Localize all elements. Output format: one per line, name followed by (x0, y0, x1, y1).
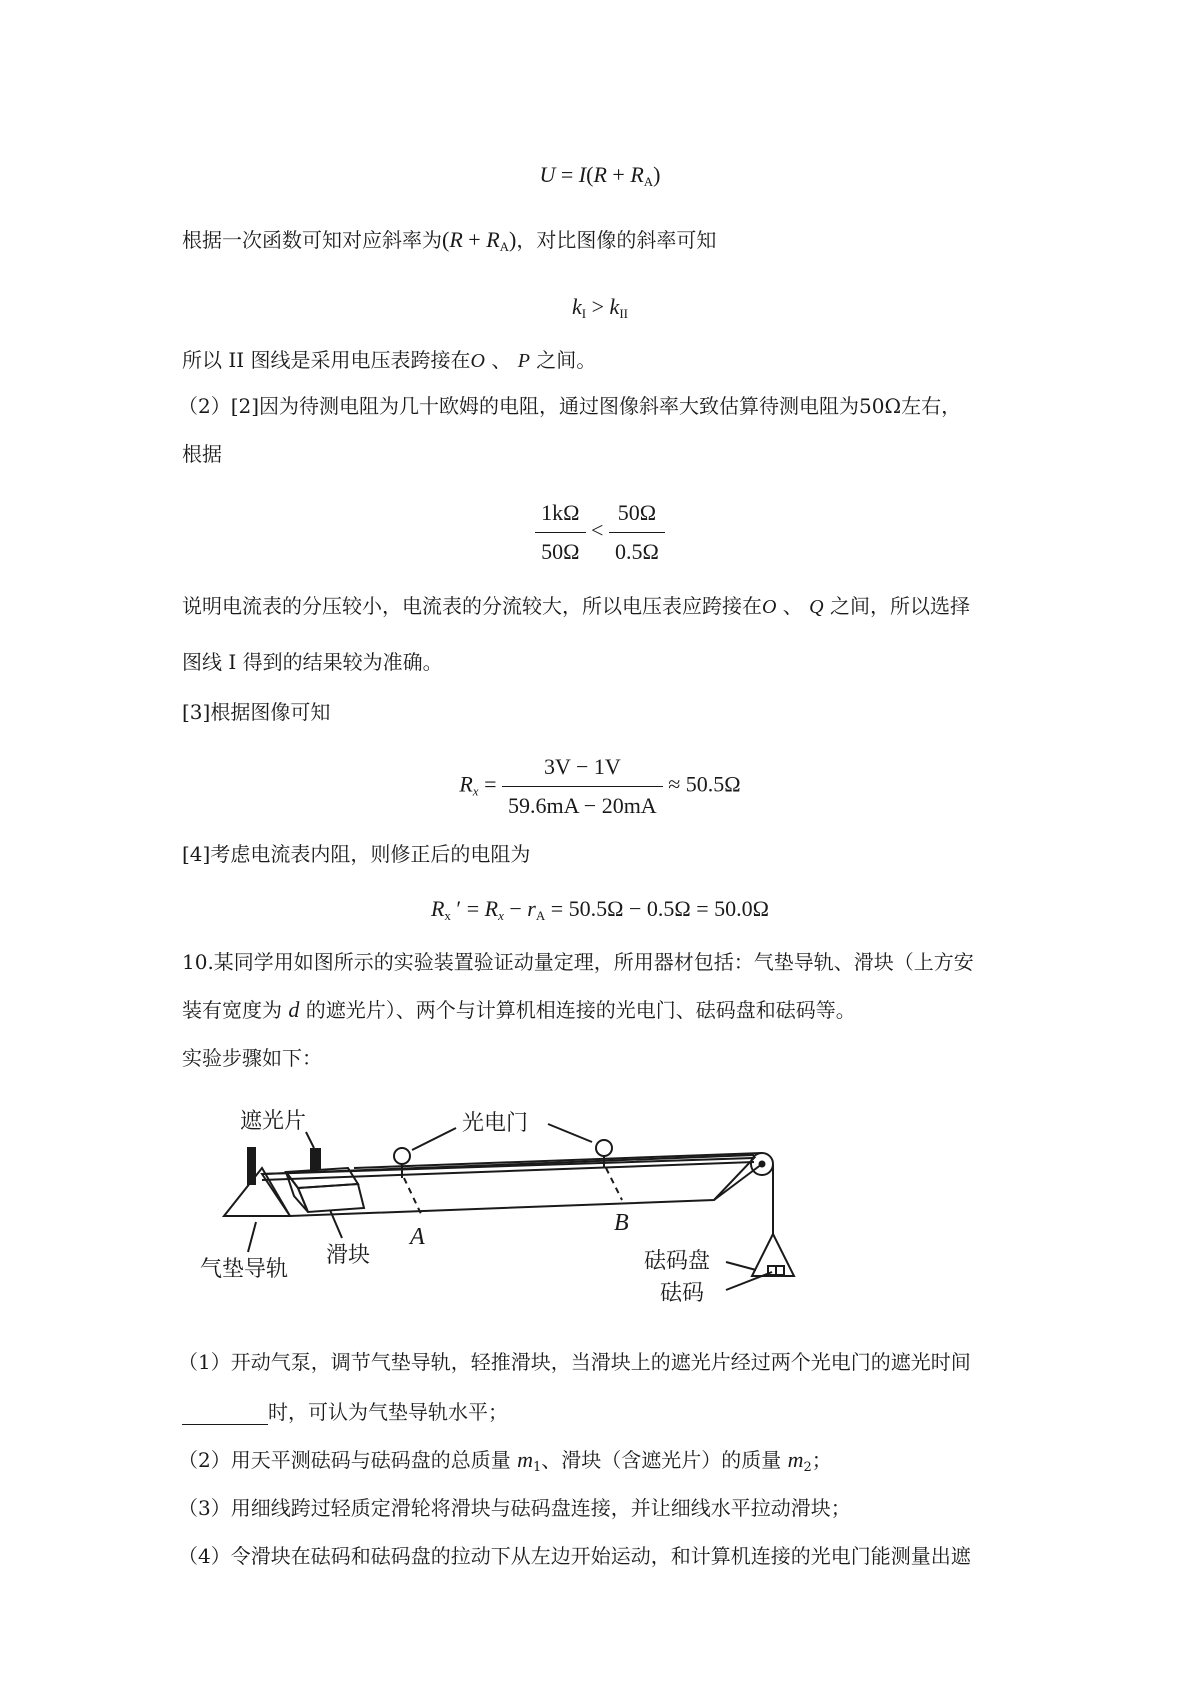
question-10-line2: 装有宽度为 d 的遮光片）、两个与计算机相连接的光电门、砝码盘和砝码等。 (182, 997, 856, 1022)
equation-rx: $R_x$ = $\frac{3V - 1V}{59.6mA - 20mA}$ ≈ 50.5Ω (459, 754, 741, 818)
fraction-left: $\frac{1k\Omega}{50\Omega}$ (535, 500, 585, 565)
paragraph-according: 根据 (182, 442, 222, 466)
paragraph-part3: [3]根据图像可知 (182, 700, 331, 724)
paragraph-conclusion: 说明电流表的分压较小，电流表的分流较大，所以电压表应跨接在O 、 Q 之间，所以选择 (182, 594, 970, 618)
step-1-line1: （1）开动气泵，调节气垫导轨，轻推滑块，当滑块上的遮光片经过两个光电门的遮光时间 (178, 1350, 971, 1374)
equation-ohm: $U = I(R + R_A)$ (539, 162, 661, 189)
label-weights: 砝码 (660, 1281, 705, 1306)
step-1-line2: 时，可认为气垫导轨水平； (182, 1398, 508, 1426)
pulley-bracket (714, 1164, 762, 1200)
leader-gate-a (412, 1128, 456, 1150)
step-3: （3）用细线跨过轻质定滑轮将滑块与砝码盘连接，并让细线水平拉动滑块； (178, 1496, 851, 1520)
label-b: B (614, 1210, 629, 1236)
step-4: （4）令滑块在砝码和砝码盘的拉动下从左边开始运动，和计算机连接的光电门能测量出遮 (178, 1544, 971, 1568)
fraction-rx: $\frac{3V - 1V}{59.6mA - 20mA}$ (502, 754, 663, 819)
label-photogate: 光电门 (462, 1111, 529, 1136)
photogate-b-dashed (606, 1168, 622, 1200)
photogate-a-dashed (404, 1178, 422, 1216)
answer-blank[interactable] (182, 1402, 268, 1425)
paragraph-slope: 根据一次函数可知对应斜率为$(R + R_A)$，对比图像的斜率可知 (182, 227, 717, 254)
slider-front (298, 1184, 364, 1212)
photogate-b (596, 1140, 612, 1156)
label-shading-plate: 遮光片 (240, 1109, 307, 1134)
label-air-track: 气垫导轨 (200, 1257, 289, 1282)
rail-support (224, 1168, 290, 1216)
paragraph-line-i: 图线 I 得到的结果较为准确。 (182, 650, 443, 674)
label-weight-pan: 砝码盘 (644, 1249, 711, 1274)
leader-shade (306, 1132, 314, 1148)
shading-plate (311, 1149, 320, 1169)
fraction-right: $\frac{50\Omega}{0.5\Omega}$ (609, 500, 665, 565)
pulley-axle (760, 1162, 765, 1167)
air-track-rail (262, 1158, 754, 1216)
leader-pan (726, 1262, 756, 1270)
label-a: A (410, 1224, 425, 1250)
paragraph-part4: [4]考虑电流表内阻，则修正后的电阻为 (182, 842, 531, 866)
paragraph-line-ii: 所以 II 图线是采用电压表跨接在O 、 P 之间。 (182, 348, 597, 372)
equation-corrected: $R_x$ ′ = $R_x - r_A = 50.5\Omega - 0.5\Omega = 50.0\Omega$ (430, 896, 770, 923)
weight-pan (752, 1234, 794, 1276)
paragraph-part2: （2）[2]因为待测电阻为几十欧姆的电阻，通过图像斜率大致估算待测电阻为50Ω左右， (178, 394, 962, 418)
equation-slope-compare: $k_I > k_{II}$ (572, 294, 628, 321)
leader-rail (248, 1222, 256, 1252)
label-slider: 滑块 (326, 1243, 371, 1268)
photogate-a (394, 1148, 410, 1164)
question-10-line1: 10.某同学用如图所示的实验装置验证动量定理，所用器材包括：气垫导轨、滑块（上方安 (182, 950, 974, 974)
leader-weights (726, 1272, 772, 1290)
leader-gate-b (548, 1124, 592, 1142)
question-10-line3: 实验步骤如下： (182, 1046, 322, 1070)
equation-ratio-compare: $\frac{1k\Omega}{50\Omega}$ < $\frac{50\Omega}{0.5\Omega}$ (0, 500, 1200, 565)
end-stop-post (248, 1148, 255, 1184)
step-2: （2）用天平测砝码与砝码盘的总质量 $m_1$、滑块（含遮光片）的质量 $m_2$； (178, 1447, 832, 1475)
